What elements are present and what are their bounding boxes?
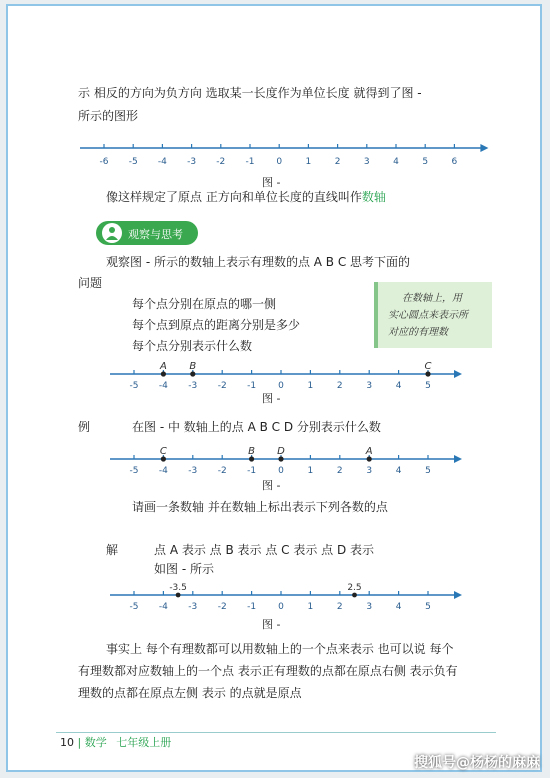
task-text: 请画一条数轴 并在数轴上标出表示下列各数的点: [132, 500, 388, 514]
tick-label: 0: [278, 602, 284, 612]
point-C: [425, 371, 430, 376]
point-D: [278, 456, 283, 461]
tick-label: -4: [158, 381, 168, 391]
tick-label: 0: [278, 466, 284, 476]
tick-label: 1: [307, 602, 314, 612]
point-B: [190, 371, 195, 376]
tick-label: -6: [99, 157, 109, 167]
tick-label: -4: [157, 157, 167, 167]
observe-item-1: 每个点分别在原点的哪一侧: [132, 297, 277, 311]
point-label-A: A: [159, 361, 167, 372]
point-C: [161, 456, 166, 461]
point-B: [249, 456, 254, 461]
tick-label: 3: [366, 466, 373, 476]
side-note-line-2: 实心圆点来表示所: [388, 310, 468, 321]
tick-label: 5: [425, 466, 431, 476]
figure-caption-2: 图 -: [262, 392, 281, 405]
mark-label: 2.5: [347, 583, 362, 593]
para1-line1: 示 相反的方向为负方向 选取某一长度作为单位长度 就得到了图 -: [78, 86, 422, 100]
axis-arrow: [454, 455, 462, 463]
tick-label: 6: [451, 157, 458, 167]
point-A: [161, 371, 166, 376]
observe-question-line1: 观察图 - 所示的数轴上表示有理数的点 A B C 思考下面的: [106, 255, 411, 269]
number-line-figure-4: [8, 579, 544, 613]
number-line-figure-3: [8, 443, 544, 477]
figure-caption-3: 图 -: [262, 479, 281, 492]
footer-divider: [56, 732, 496, 733]
example-text: 在图 - 中 数轴上的点 A B C D 分别表示什么数: [132, 420, 381, 434]
figure-caption-4: 图 -: [262, 618, 281, 631]
tick-label: 4: [393, 157, 399, 167]
observe-item-3: 每个点分别表示什么数: [132, 339, 253, 353]
axis-arrow: [454, 591, 462, 599]
tick-label: -3: [188, 466, 198, 476]
definition-text: 像这样规定了原点 正方向和单位长度的直线叫作数轴: [106, 190, 386, 204]
tick-label: -5: [129, 466, 139, 476]
watermark: 搜狐号@杨杨的麻麻: [414, 755, 540, 771]
tick-label: -1: [247, 602, 257, 612]
textbook-page: [6, 4, 542, 772]
point-label-B: B: [189, 361, 197, 372]
tick-label: 4: [395, 381, 402, 391]
footer-subject: 数学: [84, 736, 107, 749]
observe-think-label: 观察与思考: [128, 228, 183, 241]
side-note-line-1: 在数轴上，用: [402, 293, 462, 304]
example-label: 例: [78, 420, 91, 434]
footer-grade: 七年级上册: [116, 736, 172, 749]
axis-arrow: [480, 144, 488, 152]
mark-point: [352, 593, 357, 598]
solution-line2: 如图 - 所示: [154, 562, 214, 576]
number-line-figure-2: [8, 358, 544, 392]
point-label-A: A: [365, 446, 373, 457]
tick-label: 2: [334, 157, 341, 167]
tick-label: 4: [395, 466, 402, 476]
tick-label: 2: [336, 381, 343, 391]
mark-label: -3.5: [169, 583, 187, 593]
tick-label: 3: [366, 602, 373, 612]
tick-label: -2: [217, 602, 227, 612]
person-icon: [102, 223, 122, 243]
tick-label: 2: [336, 602, 343, 612]
tick-label: 5: [425, 602, 431, 612]
axis-arrow: [454, 370, 462, 378]
tick-label: 1: [307, 381, 314, 391]
conclusion-line2: 有理数都对应数轴上的一个点 表示正有理数的点都在原点右侧 表示负有: [78, 664, 458, 678]
observe-question-line2: 问题: [78, 276, 103, 290]
tick-label: -5: [128, 157, 138, 167]
observe-think-badge: [96, 221, 198, 245]
tick-label: -2: [217, 381, 227, 391]
tick-label: 2: [336, 466, 343, 476]
side-note-line-3: 对应的有理数: [388, 327, 448, 338]
tick-label: -5: [129, 381, 139, 391]
point-label-C: C: [424, 361, 432, 372]
tick-label: 1: [307, 466, 314, 476]
tick-label: -3: [188, 381, 198, 391]
point-label-D: D: [277, 446, 285, 457]
tick-label: -4: [158, 602, 168, 612]
tick-label: 5: [422, 157, 429, 167]
figure-caption-1: 图 -: [262, 176, 281, 189]
term-number-axis: 数轴: [361, 190, 386, 204]
tick-label: -1: [245, 157, 255, 167]
point-A: [367, 456, 372, 461]
side-note: [374, 282, 492, 348]
tick-label: -5: [129, 602, 139, 612]
tick-label: -3: [187, 157, 197, 167]
tick-label: 0: [276, 157, 283, 167]
footer: 10 | 数学 七年级上册: [60, 736, 172, 749]
tick-label: 3: [363, 157, 370, 167]
conclusion-line3: 理数的点都在原点左侧 表示 的点就是原点: [78, 686, 302, 700]
point-label-B: B: [248, 446, 256, 457]
point-label-C: C: [159, 446, 167, 457]
tick-label: -2: [216, 157, 226, 167]
conclusion-line1: 事实上 每个有理数都可以用数轴上的一个点来表示 也可以说 每个: [106, 642, 454, 656]
tick-label: 4: [395, 602, 402, 612]
tick-label: 1: [305, 157, 312, 167]
tick-label: -3: [188, 602, 198, 612]
tick-label: 5: [425, 381, 431, 391]
number-line-figure-1: [8, 138, 544, 178]
solution-line1: 点 A 表示 点 B 表示 点 C 表示 点 D 表示: [154, 543, 375, 557]
mark-point: [176, 593, 181, 598]
tick-label: -2: [217, 466, 227, 476]
tick-label: -1: [247, 381, 257, 391]
tick-label: -1: [247, 466, 257, 476]
observe-item-2: 每个点到原点的距离分别是多少: [132, 318, 301, 332]
tick-label: 0: [278, 381, 284, 391]
tick-label: -4: [158, 466, 168, 476]
page-number: 10: [60, 736, 74, 749]
solution-label: 解: [106, 543, 119, 557]
tick-label: 3: [366, 381, 373, 391]
para1-line2: 所示的图形: [78, 109, 139, 123]
